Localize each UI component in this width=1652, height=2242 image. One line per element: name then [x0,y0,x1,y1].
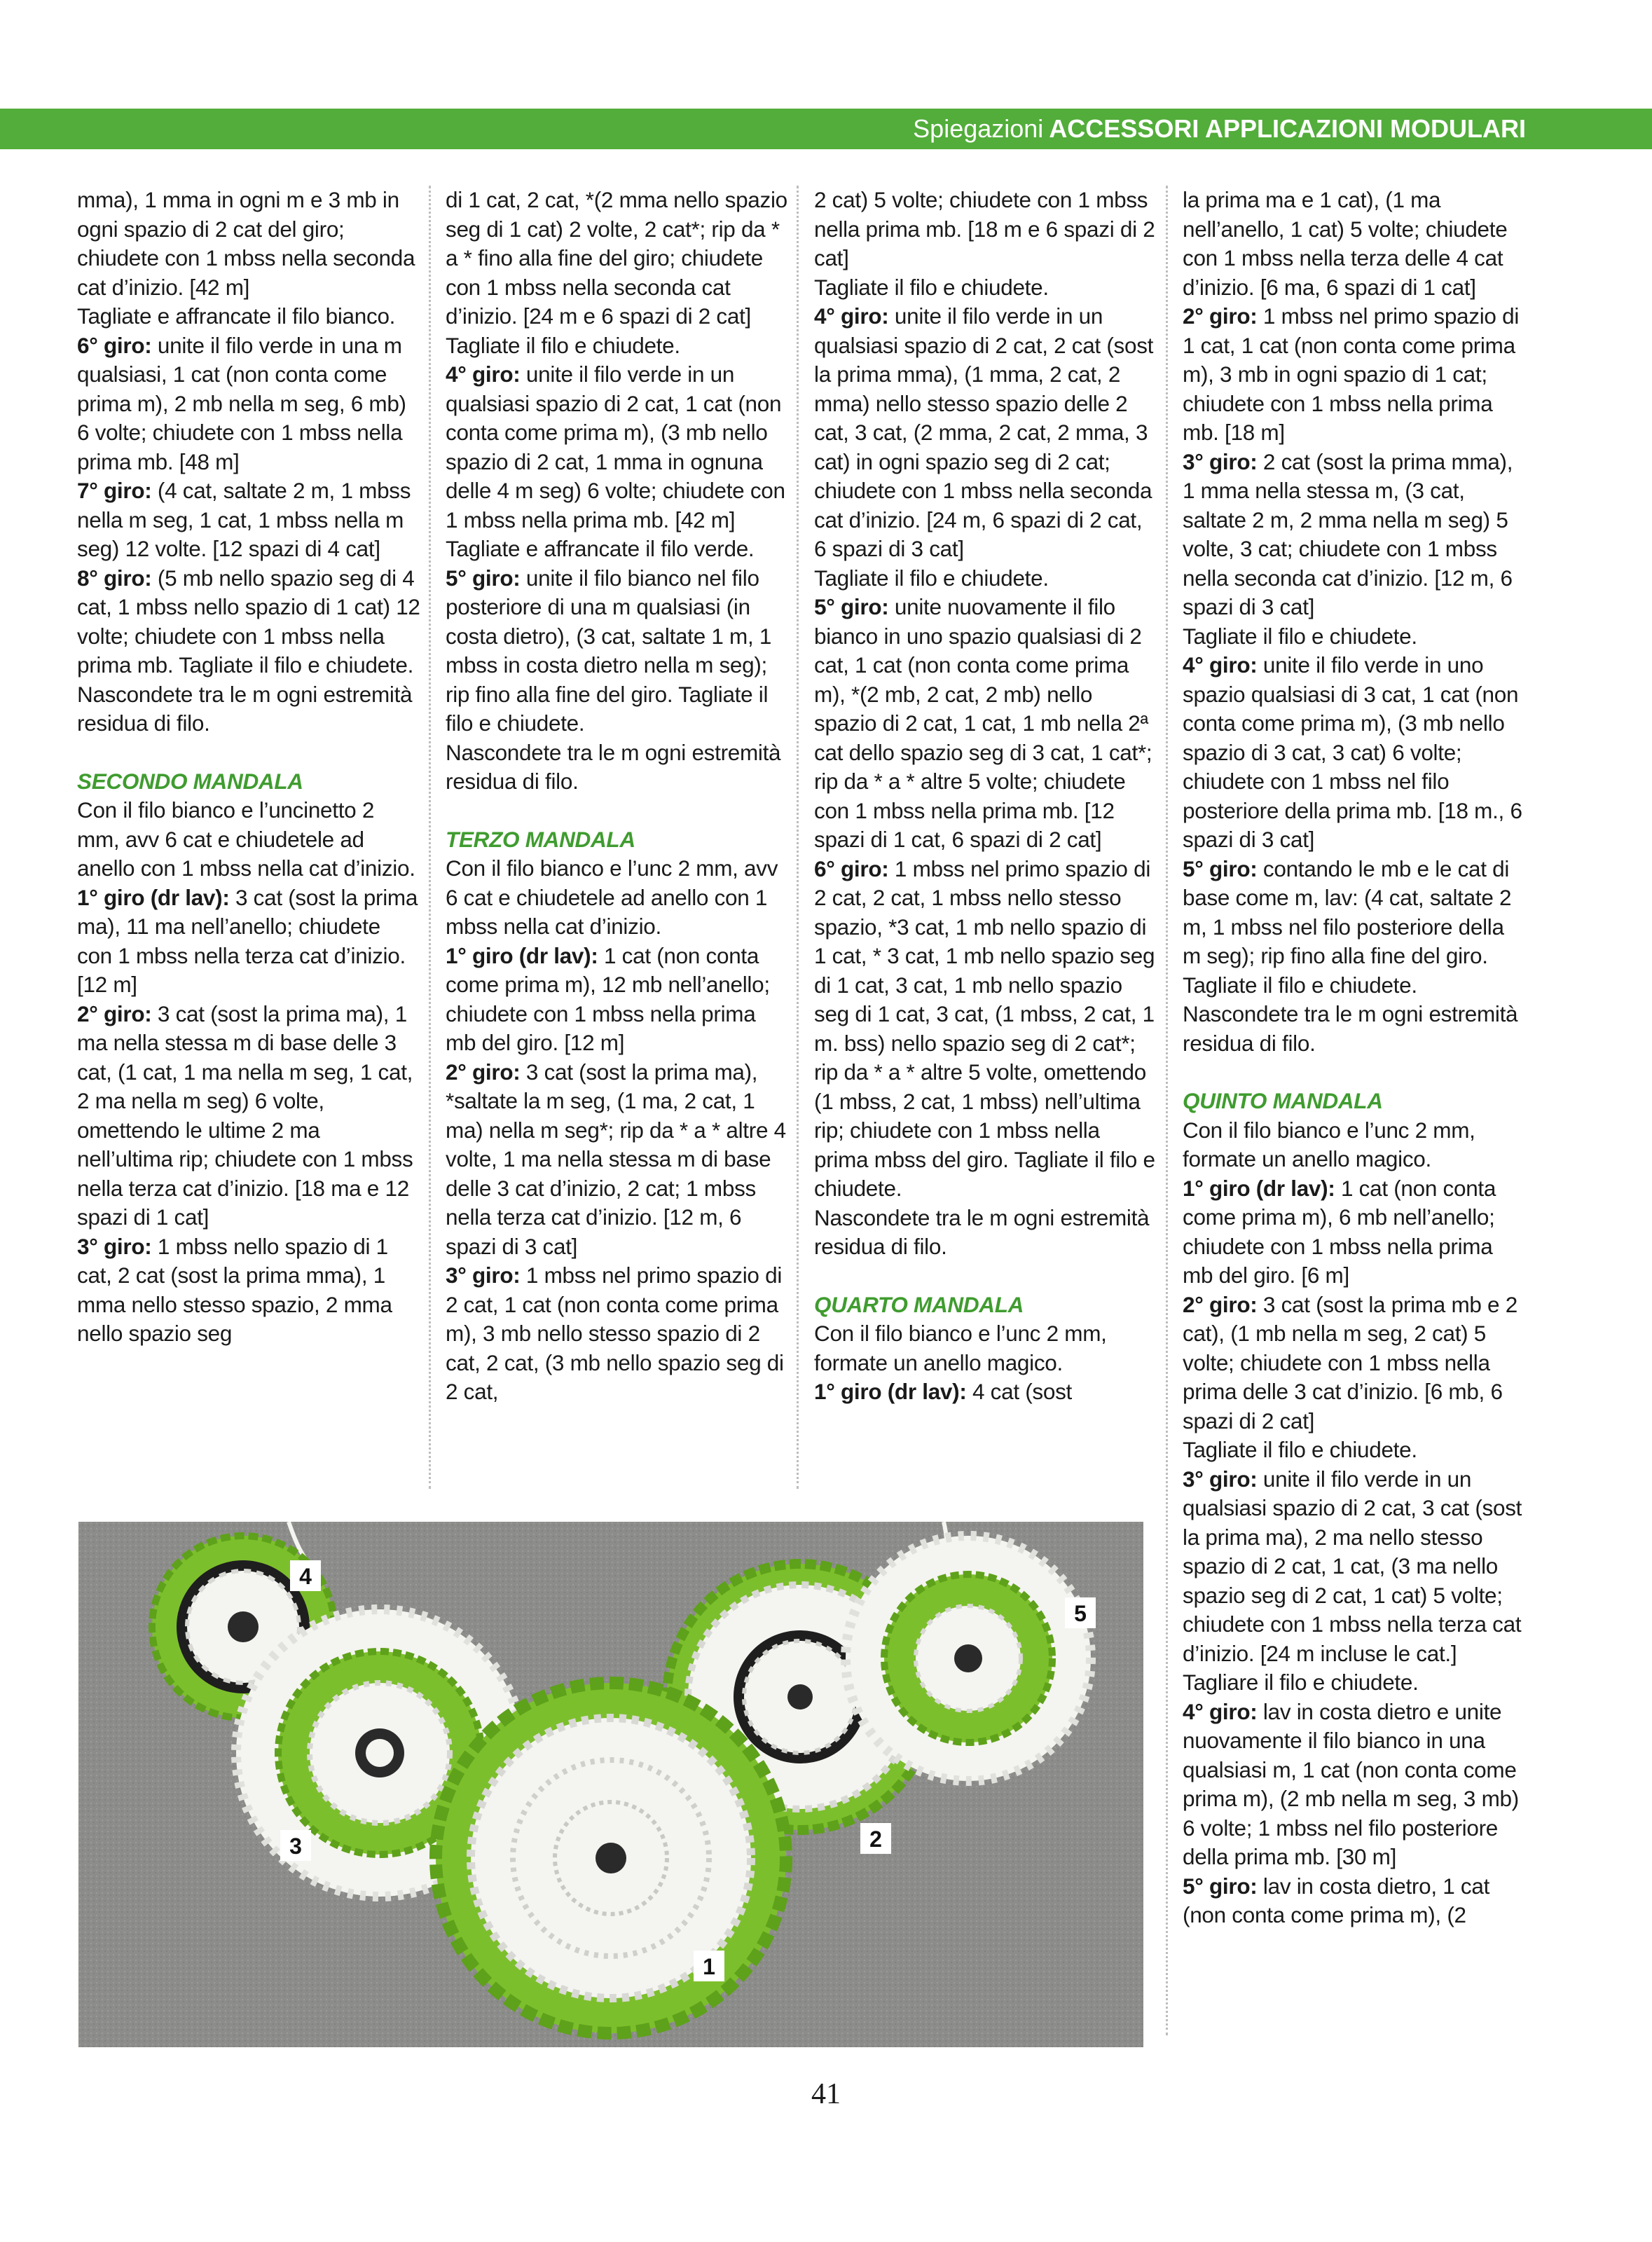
round-instruction [446,1058,789,1262]
round-label: 2° giro: [1183,1291,1258,1317]
svg-text:2: 2 [869,1827,882,1852]
paragraph-text: 1 mbss nello spazio di 1 cat, 2 cat (sost la prima mma), 1 mma nello stesso spazio, 2 mma nello spazio seg [77,1233,392,1346]
mandala-1 [436,1683,786,2033]
round-label: 1° giro (dr lav): [77,884,230,910]
paragraph-text: 4 cat (sost [966,1379,1072,1404]
round-label: 8° giro: [77,565,152,591]
round-label: 4° giro: [1183,652,1258,678]
column-divider [797,186,799,1489]
round-instruction [1183,1291,1526,1436]
paragraph [77,186,420,302]
paragraph-text: contando le mb e le cat di base come m, lav: (4 cat, saltate 2 m, 1 mbss nel filo posteriore della m seg); rip fino alla fine del giro. Tagliate il filo e chiudete. [1183,855,1512,998]
section-heading: SECONDO MANDALA [77,768,303,794]
round-instruction [814,855,1157,1204]
paragraph-text: Con il filo bianco e l’unc 2 mm, formate un anello magico. [814,1321,1107,1375]
round-label: 2° giro: [1183,303,1258,329]
round-instruction [77,476,420,564]
column-divider [1166,186,1168,2035]
round-instruction [1183,651,1526,855]
round-label: 5° giro: [446,565,521,591]
svg-text:1: 1 [703,1954,715,1979]
paragraph [77,680,420,738]
paragraph-text: 3 cat (sost la prima ma), *saltate la m seg, (1 ma, 2 cat, 1 ma) nella m seg*; rip da * a * altre 4 volte, 1 ma nella stessa m di base delle 3 cat d’inizio, 2 cat; 1 mbss nella terza cat d’inizio. [12 m, 6 spazi di 3 cat] [446,1059,786,1259]
paragraph [1183,186,1526,302]
section-heading: QUINTO MANDALA [1183,1088,1383,1113]
round-instruction [77,331,420,477]
paragraph-text: unite il filo bianco nel filo posteriore di una m qualsiasi (in costa dietro), (3 cat, saltate 1 m, 1 mbss in costa dietro nella m seg); rip fino alla fine del giro. Tagliate il filo e chiudete. [446,565,772,736]
paragraph-text: Nascondete tra le m ogni estremità residua di filo. [77,681,413,736]
round-instruction [1183,855,1526,1000]
section-heading: QUARTO MANDALA [814,1291,1024,1317]
text-column-1 [77,186,420,1349]
round-instruction [1183,448,1526,622]
paragraph-text: Tagliate il filo e chiudete. [814,565,1049,591]
svg-text:5: 5 [1074,1601,1087,1626]
paragraph [446,738,789,797]
round-label: 4° giro: [1183,1698,1258,1724]
round-instruction [446,1261,789,1407]
round-label: 6° giro: [77,332,152,358]
header-title [913,109,1526,149]
round-instruction [77,564,420,680]
paragraph [1183,1668,1526,1698]
svg-text:4: 4 [299,1564,312,1589]
paragraph-text: Con il filo bianco e l’uncinetto 2 mm, avv 6 cat e chiudetele ad anello con 1 mbss nella cat d’inizio. [77,797,415,881]
paragraph-text: Tagliate il filo e chiudete. [446,332,680,358]
paragraph [814,564,1157,593]
round-label: 4° giro: [814,303,889,329]
paragraph [446,854,789,942]
paragraph-text: Tagliate e affrancate il filo bianco. [77,303,396,329]
paragraph-text: Nascondete tra le m ogni estremità residua di filo. [446,739,781,794]
paragraph-text: 1 mbss nel primo spazio di 2 cat, 1 cat (non conta come prima m), 3 mb nello stesso spazio di 2 cat, 2 cat, (3 mb nello spazio seg di 2 cat, [446,1263,784,1404]
section-heading: TERZO MANDALA [446,826,635,852]
paragraph [1183,1000,1526,1058]
round-instruction [77,1232,420,1349]
paragraph-text: lav in costa dietro, 1 cat (non conta come prima m), (2 [1183,1873,1490,1927]
paragraph [77,796,420,883]
round-instruction [1183,302,1526,448]
paragraph-text: 1 mbss nel primo spazio di 2 cat, 2 cat, 1 mbss nello stesso spazio, *3 cat, 1 mb nello spazio di 1 cat, * 3 cat, 1 mb nello spazio seg di 1 cat, 3 cat, 1 mb nello spazio seg di 1 cat, 3 cat, (1 mbss, 2 cat, 1 m. bss) nello spazio seg di 2 cat*; rip da * a * altre 5 volte, omettendo (1 mbss, 2 cat, 1 mbss) nell’ultima rip; chiudete con 1 mbss nella prima mbss del giro. Tagliate il filo e chiudete. [814,855,1155,1201]
necklace-photo [78,1522,1143,2047]
round-instruction [1183,1872,1526,1930]
round-label: 4° giro: [446,362,521,387]
page-number: 41 [811,2078,841,2110]
paragraph-text: unite il filo verde in un qualsiasi spazio di 2 cat, 1 cat (non conta come prima m), (3 mb nello spazio di 2 cat, 1 mma in ognuna delle 4 m seg) 6 volte; chiudete con 1 mbss nella prima mb. [42 m] [446,362,785,532]
round-label: 5° giro: [814,594,889,619]
paragraph-text: 1 mbss nel primo spazio di 1 cat, 1 cat (non conta come prima m), 3 mb in ogni spazio di 1 cat; chiudete con 1 mbss nella prima mb. [18 m] [1183,303,1520,445]
paragraph-text: (4 cat, saltate 2 m, 1 mbss nella m seg, 1 cat, 1 mbss nella m seg) 12 volte. [12 spazi di 4 cat] [77,478,411,561]
round-instruction [1183,1698,1526,1872]
text-column-4 [1183,186,1526,1930]
paragraph-text: Con il filo bianco e l’unc 2 mm, formate un anello magico. [1183,1117,1475,1171]
text-column-3 [814,186,1157,1407]
paragraph [446,535,789,564]
round-label: 3° giro: [446,1263,521,1288]
round-label: 1° giro (dr lav): [814,1379,967,1404]
paragraph-text: Tagliate il filo e chiudete. [1183,623,1417,649]
paragraph [814,1204,1157,1262]
text-column-2 [446,186,789,1407]
paragraph-text: (5 mb nello spazio seg di 4 cat, 1 mbss nello spazio di 1 cat) 12 volte; chiudete con 1 mbss nella prima mb. Tagliate il filo e chiudete. [77,565,420,678]
round-instruction [1183,1174,1526,1291]
round-label: 2° giro: [446,1059,521,1085]
paragraph-text: 1 cat (non conta come prima m), 12 mb nell’anello; chiudete con 1 mbss nella prima mb del giro. [12 m] [446,942,770,1055]
paragraph-text: 3 cat (sost la prima ma), 1 ma nella stessa m di base delle 3 cat, (1 cat, 1 ma nella m seg, 1 cat, 2 ma nella m seg) 6 volte, omettendo le ultime 2 ma nell’ultima rip; chiudete con 1 mbss nella terza cat d’inizio. [18 ma e 12 spazi di 1 cat] [77,1000,413,1230]
paragraph-text: 2 cat (sost la prima mma), 1 mma nella stessa m, (3 cat, saltate 2 m, 2 mma nella m seg) 5 volte, 3 cat; chiudete con 1 mbss nella seconda cat d’inizio. [12 m, 6 spazi di 3 cat] [1183,448,1513,619]
round-instruction [446,564,789,738]
photo-label-1 [694,1951,724,1981]
header-section: Spiegazioni [913,114,1044,143]
photo-label-2 [860,1823,891,1854]
paragraph-text: mma), 1 mma in ogni m e 3 mb in ogni spazio di 2 cat del giro; chiudete con 1 mbss nella seconda cat d’inizio. [42 m] [77,187,415,300]
round-label: 3° giro: [1183,1466,1258,1492]
paragraph-text: Con il filo bianco e l’unc 2 mm, avv 6 cat e chiudetele ad anello con 1 mbss nella cat d’inizio. [446,855,778,939]
round-label: 5° giro: [1183,1873,1258,1899]
round-instruction [814,1377,1157,1407]
paragraph-text: unite il filo verde in un qualsiasi spazio di 2 cat, 2 cat (sost la prima mma), (1 mma, 2 cat, 2 mma) nello stesso spazio delle 2 cat, 3 cat, (2 mma, 2 cat, 2 mma, 3 cat) in ogni spazio seg di 2 cat; chiudete con 1 mbss nella seconda cat d’inizio. [24 m, 6 spazi di 2 cat, 6 spazi di 3 cat] [814,303,1154,561]
round-instruction [1183,1465,1526,1669]
round-instruction [814,593,1157,855]
round-label: 7° giro: [77,478,152,503]
photo-label-3 [280,1830,311,1861]
paragraph [814,186,1157,273]
paragraph [814,273,1157,303]
paragraph-text: unite il filo verde in un qualsiasi spazio di 2 cat, 3 cat (sost la prima ma), 2 ma nello stesso spazio di 2 cat, 1 cat, (3 ma nello spazio seg di 2 cat, 1 cat) 5 volte; chiudete con 1 mbss nella terza cat d’inizio. [24 m incluse le cat.] [1183,1466,1522,1666]
paragraph-text: 1 cat (non conta come prima m), 6 mb nell’anello; chiudete con 1 mbss nella prima mb del giro. [6 m] [1183,1175,1496,1288]
round-instruction [77,883,420,1000]
svg-text:3: 3 [289,1834,302,1859]
paragraph-text: di 1 cat, 2 cat, *(2 mma nello spazio seg di 1 cat) 2 volte, 2 cat*; rip da * a * fino alla fine del giro; chiudete con 1 mbss nella seconda cat d’inizio. [24 m e 6 spazi di 2 cat] [446,187,787,329]
round-label: 3° giro: [77,1233,152,1259]
paragraph [1183,622,1526,652]
paragraph-text: Nascondete tra le m ogni estremità residua di filo. [814,1204,1150,1259]
paragraph [446,186,789,331]
round-instruction [77,1000,420,1232]
paragraph [814,1319,1157,1377]
header-bar [0,109,1652,149]
paragraph-text: la prima ma e 1 cat), (1 ma nell’anello, 1 cat) 5 volte; chiudete con 1 mbss nella terza delle 4 cat d’inizio. [6 ma, 6 spazi di 1 cat] [1183,187,1508,300]
paragraph-text: unite nuovamente il filo bianco in uno spazio qualsiasi di 2 cat, 1 cat (non conta come prima m), *(2 mb, 2 cat, 2 mb) nello spazio di 2 cat, 1 cat, 1 mb nella 2ª cat dello spazio seg di 3 cat, 1 cat*; rip da * a * altre 5 volte; chiudete con 1 mbss nella prima mb. [12 spazi di 1 cat, 6 spazi di 2 cat] [814,594,1152,852]
paragraph-text: Tagliate il filo e chiudete. [1183,1437,1417,1462]
paragraph [1183,1116,1526,1174]
column-divider [429,186,431,1489]
round-label: 1° giro (dr lav): [446,942,598,968]
round-label: 6° giro: [814,855,889,881]
paragraph [77,302,420,331]
paragraph-text: Tagliate il filo e chiudete. [814,274,1049,300]
photo-label-5 [1065,1597,1096,1628]
paragraph-text: 3 cat (sost la prima ma), 11 ma nell’anello; chiudete con 1 mbss nella terza cat d’inizio. [12 m] [77,884,418,997]
paragraph-text: lav in costa dietro e unite nuovamente il filo bianco in una qualsiasi m, 1 cat (non conta come prima m), (2 mb nella m seg, 3 mb) 6 volte; 1 mbss nel filo posteriore della prima mb. [30 m] [1183,1698,1519,1869]
header-main-title: ACCESSORI APPLICAZIONI MODULARI [1049,114,1526,143]
round-instruction [446,942,789,1058]
round-instruction [814,302,1157,564]
paragraph-text: Tagliate e affrancate il filo verde. [446,536,755,561]
round-label: 1° giro (dr lav): [1183,1175,1335,1201]
paragraph [446,331,789,361]
paragraph [1183,1436,1526,1465]
paragraph-text: 2 cat) 5 volte; chiudete con 1 mbss nella prima mb. [18 m e 6 spazi di 2 cat] [814,187,1155,270]
round-label: 3° giro: [1183,448,1258,474]
paragraph-text: 3 cat (sost la prima mb e 2 cat), (1 mb nella m seg, 2 cat) 5 volte; chiudete con 1 mbss nella prima delle 3 cat d’inizio. [6 mb, 6 spazi di 2 cat] [1183,1291,1517,1433]
photo-label-4 [290,1560,321,1591]
paragraph-text: Nascondete tra le m ogni estremità residua di filo. [1183,1001,1518,1056]
round-instruction [446,360,789,535]
paragraph-text: unite il filo verde in una m qualsiasi, 1 cat (non conta come prima m), 2 mb nella m seg, 6 mb) 6 volte; chiudete con 1 mbss nella prima mb. [48 m] [77,332,406,474]
paragraph-text: unite il filo verde in uno spazio qualsiasi di 3 cat, 1 cat (non conta come prima m), (3 mb nello spazio di 3 cat, 3 cat) 6 volte; chiudete con 1 mbss nel filo posteriore della prima mb. [18 m., 6 spazi di 3 cat] [1183,652,1522,852]
mandala-5 [846,1536,1091,1781]
paragraph-text: Tagliare il filo e chiudete. [1183,1670,1419,1695]
round-label: 5° giro: [1183,855,1258,881]
round-label: 2° giro: [77,1000,152,1026]
